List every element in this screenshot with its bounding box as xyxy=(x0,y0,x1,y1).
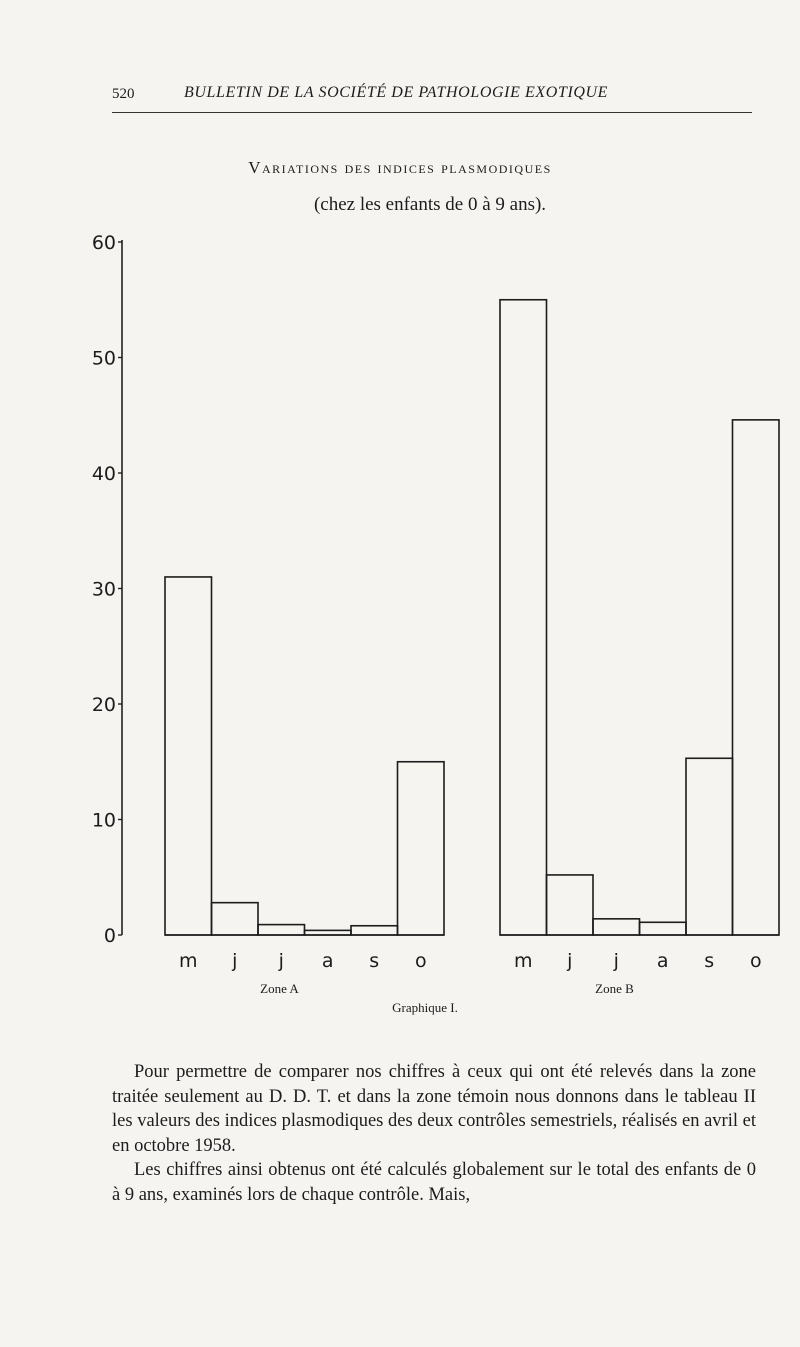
y-tick-label: 60 xyxy=(91,232,116,254)
bar xyxy=(351,926,398,935)
category-label: s xyxy=(704,950,715,972)
category-label: j xyxy=(278,950,284,972)
bar xyxy=(547,875,594,935)
figure-caption: Graphique I. xyxy=(392,1000,458,1015)
page-number: 520 xyxy=(112,86,135,102)
category-label: o xyxy=(749,950,762,972)
y-tick-label: 10 xyxy=(91,809,116,832)
bar xyxy=(258,925,305,935)
bar xyxy=(686,758,733,935)
group-label: Zone A xyxy=(260,981,299,996)
bar xyxy=(593,919,640,935)
figure-title: Variations des indices plasmodiques xyxy=(248,158,552,177)
bar xyxy=(500,300,547,935)
bar-chart xyxy=(0,230,800,1000)
y-tick-label: 20 xyxy=(91,694,116,716)
bar xyxy=(640,922,687,935)
y-tick-label: 0 xyxy=(103,925,116,947)
bar xyxy=(305,930,352,935)
category-label: s xyxy=(369,950,380,972)
category-label: m xyxy=(513,950,533,972)
category-label: a xyxy=(656,950,669,972)
bar xyxy=(398,762,445,935)
category-label: j xyxy=(613,950,619,972)
category-label: m xyxy=(178,950,198,972)
y-axis xyxy=(92,232,122,947)
category-label: a xyxy=(321,950,334,972)
paragraph-1: Pour permettre de comparer nos chiffres à ceux qui ont été relevés dans la zone traitée seulement au D. D. T. et dans la zone témoin nous donnons dans le tableau II les valeurs des indices plasmodiques des deux contrôles semestriels, réalisés en avril et en octobre 1958. xyxy=(112,1062,756,1156)
journal-title: BULLETIN DE LA SOCIÉTÉ DE PATHOLOGIE EXOTIQUE xyxy=(184,84,609,101)
group-label: Zone B xyxy=(595,981,634,996)
bar xyxy=(733,420,780,935)
category-label: j xyxy=(232,950,238,972)
y-tick-label: 40 xyxy=(91,463,116,485)
paragraph-2: Les chiffres ainsi obtenus ont été calculés globalement sur le total des enfants de 0 à 9 ans, examinés lors de chaque contrôle. Mais, xyxy=(112,1160,756,1205)
chart-labels xyxy=(179,950,762,996)
category-label: o xyxy=(414,950,427,972)
figure-subtitle: (chez les enfants de 0 à 9 ans). xyxy=(313,194,547,215)
bar xyxy=(165,577,212,935)
bar xyxy=(212,903,259,935)
bars xyxy=(165,300,779,935)
running-header xyxy=(112,84,752,113)
category-label: j xyxy=(567,950,573,972)
y-tick-label: 50 xyxy=(91,347,116,370)
y-tick-label: 30 xyxy=(91,578,116,601)
body-text xyxy=(112,1060,756,1207)
